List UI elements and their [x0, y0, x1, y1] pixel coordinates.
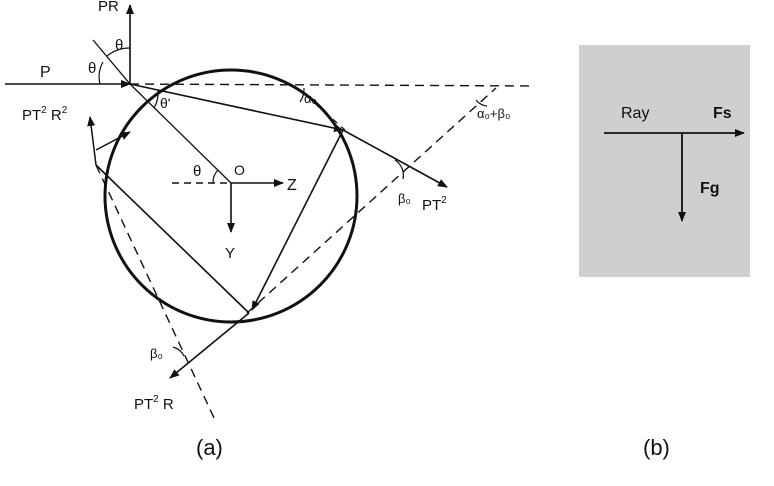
pt2r2-arrow-right	[96, 132, 130, 150]
second-internal-ray	[96, 165, 249, 313]
label-z: Z	[287, 177, 297, 194]
pt2r2-arrow-up	[90, 117, 96, 165]
dashed-line-right	[247, 88, 496, 313]
label-y: Y	[225, 245, 236, 262]
label-theta-left: θ	[88, 60, 97, 77]
beta0-arc-bottom	[173, 347, 184, 356]
caption-a: (a)	[196, 435, 223, 460]
label-pt2: $PT^2$	[422, 195, 447, 214]
incident-extension-dashed	[130, 84, 535, 86]
label-beta0-right: β₀	[398, 191, 411, 206]
label-theta-prime: θ'	[160, 95, 171, 111]
label-fg: Fg	[700, 180, 720, 197]
caption-b: (b)	[643, 435, 670, 460]
label-pr: PR	[98, 0, 119, 15]
internal-reflection-ray	[252, 130, 343, 310]
transmitted-ray-pt2r	[170, 313, 249, 378]
label-pt2r: $PT^2$ R	[134, 394, 174, 413]
panel-b-diagram	[579, 45, 750, 460]
label-theta-top: θ	[115, 37, 124, 54]
label-p: P	[40, 64, 51, 81]
label-fs: Fs	[713, 105, 732, 122]
theta-arc-left	[99, 62, 103, 84]
panel-a-diagram	[5, 0, 535, 460]
label-pt2r2: $PT^2$ $R^2$	[22, 105, 68, 124]
label-beta0-bottom: β₀	[150, 346, 163, 361]
dashed-line-left	[96, 165, 215, 420]
label-alpha-beta: α₀+β₀	[477, 106, 511, 121]
panel-b-background	[579, 45, 750, 277]
label-ray: Ray	[621, 105, 650, 122]
label-theta-center: θ	[193, 163, 202, 180]
radius-entry	[130, 84, 231, 183]
theta-center-arc	[213, 170, 218, 183]
label-origin: O	[234, 162, 245, 178]
label-alpha0: α₀	[304, 91, 317, 106]
